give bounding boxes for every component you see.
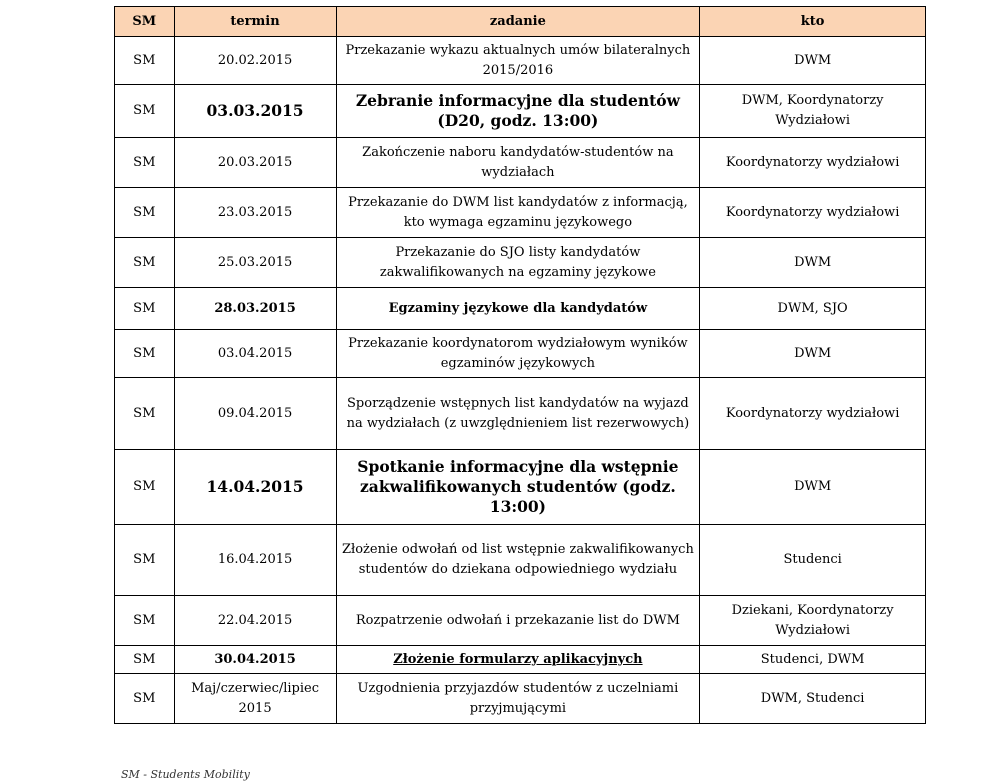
cell-zadanie: Egzaminy językowe dla kandydatów	[336, 288, 700, 330]
table-row	[115, 525, 926, 596]
cell-zadanie: Zakończenie naboru kandydatów-studentów na wydziałach	[336, 138, 700, 188]
table-row	[115, 646, 926, 674]
cell-sm: SM	[115, 288, 175, 330]
cell-sm: SM	[115, 596, 175, 646]
cell-termin: 25.03.2015	[174, 238, 336, 288]
schedule-table	[114, 6, 926, 724]
cell-termin: 22.04.2015	[174, 596, 336, 646]
cell-zadanie: Złożenie odwołań od list wstępnie zakwalifikowanych studentów do dziekana odpowiedniego wydziału	[336, 525, 700, 596]
header-zadanie: zadanie	[336, 7, 700, 37]
cell-termin: Maj/czerwiec/lipiec 2015	[174, 674, 336, 724]
table-row	[115, 188, 926, 238]
cell-zadanie: Spotkanie informacyjne dla wstępnie zakwalifikowanych studentów (godz. 13:00)	[336, 450, 700, 525]
cell-kto: Koordynatorzy wydziałowi	[700, 188, 926, 238]
table-row	[115, 450, 926, 525]
cell-termin: 20.03.2015	[174, 138, 336, 188]
cell-termin: 20.02.2015	[174, 37, 336, 85]
cell-kto: Koordynatorzy wydziałowi	[700, 138, 926, 188]
cell-sm: SM	[115, 378, 175, 450]
table-row	[115, 85, 926, 138]
table-row	[115, 238, 926, 288]
cell-sm: SM	[115, 674, 175, 724]
cell-sm: SM	[115, 525, 175, 596]
cell-termin: 14.04.2015	[174, 450, 336, 525]
cell-zadanie: Przekazanie do SJO listy kandydatów zakwalifikowanych na egzaminy językowe	[336, 238, 700, 288]
cell-sm: SM	[115, 646, 175, 674]
cell-zadanie: Rozpatrzenie odwołań i przekazanie list do DWM	[336, 596, 700, 646]
table-row	[115, 330, 926, 378]
cell-kto: DWM, Studenci	[700, 674, 926, 724]
cell-termin: 03.04.2015	[174, 330, 336, 378]
cell-kto: DWM	[700, 238, 926, 288]
header-row	[115, 7, 926, 37]
cell-kto: Dziekani, Koordynatorzy Wydziałowi	[700, 596, 926, 646]
table-row	[115, 596, 926, 646]
cell-kto: DWM, SJO	[700, 288, 926, 330]
cell-sm: SM	[115, 37, 175, 85]
cell-sm: SM	[115, 85, 175, 138]
cell-sm: SM	[115, 138, 175, 188]
table-row	[115, 37, 926, 85]
cell-zadanie: Przekazanie wykazu aktualnych umów bilateralnych 2015/2016	[336, 37, 700, 85]
cell-zadanie	[336, 646, 700, 674]
table-row	[115, 138, 926, 188]
cell-termin: 03.03.2015	[174, 85, 336, 138]
cell-termin: 09.04.2015	[174, 378, 336, 450]
cell-zadanie: Przekazanie do DWM list kandydatów z informacją, kto wymaga egzaminu językowego	[336, 188, 700, 238]
header-termin: termin	[174, 7, 336, 37]
cell-kto: DWM, Koordynatorzy Wydziałowi	[700, 85, 926, 138]
cell-termin: 28.03.2015	[174, 288, 336, 330]
cell-sm: SM	[115, 188, 175, 238]
cell-kto: DWM	[700, 330, 926, 378]
cell-zadanie: Zebranie informacyjne dla studentów (D20, godz. 13:00)	[336, 85, 700, 138]
cell-kto: Koordynatorzy wydziałowi	[700, 378, 926, 450]
table-row	[115, 674, 926, 724]
footnote: SM - Students Mobility	[121, 768, 250, 781]
cell-sm: SM	[115, 330, 175, 378]
header-kto: kto	[700, 7, 926, 37]
table-row	[115, 288, 926, 330]
cell-termin: 30.04.2015	[174, 646, 336, 674]
cell-sm: SM	[115, 450, 175, 525]
cell-kto: Studenci	[700, 525, 926, 596]
cell-kto: DWM	[700, 37, 926, 85]
cell-zadanie: Przekazanie koordynatorom wydziałowym wyników egzaminów językowych	[336, 330, 700, 378]
cell-termin: 23.03.2015	[174, 188, 336, 238]
cell-zadanie: Sporządzenie wstępnych list kandydatów na wyjazd na wydziałach (z uwzględnieniem list rezerwowych)	[336, 378, 700, 450]
cell-kto: Studenci, DWM	[700, 646, 926, 674]
cell-kto: DWM	[700, 450, 926, 525]
header-sm: SM	[115, 7, 175, 37]
table-row	[115, 378, 926, 450]
cell-zadanie-text: Złożenie formularzy aplikacyjnych	[393, 651, 643, 667]
cell-termin: 16.04.2015	[174, 525, 336, 596]
cell-zadanie: Uzgodnienia przyjazdów studentów z uczelniami przyjmującymi	[336, 674, 700, 724]
cell-sm: SM	[115, 238, 175, 288]
